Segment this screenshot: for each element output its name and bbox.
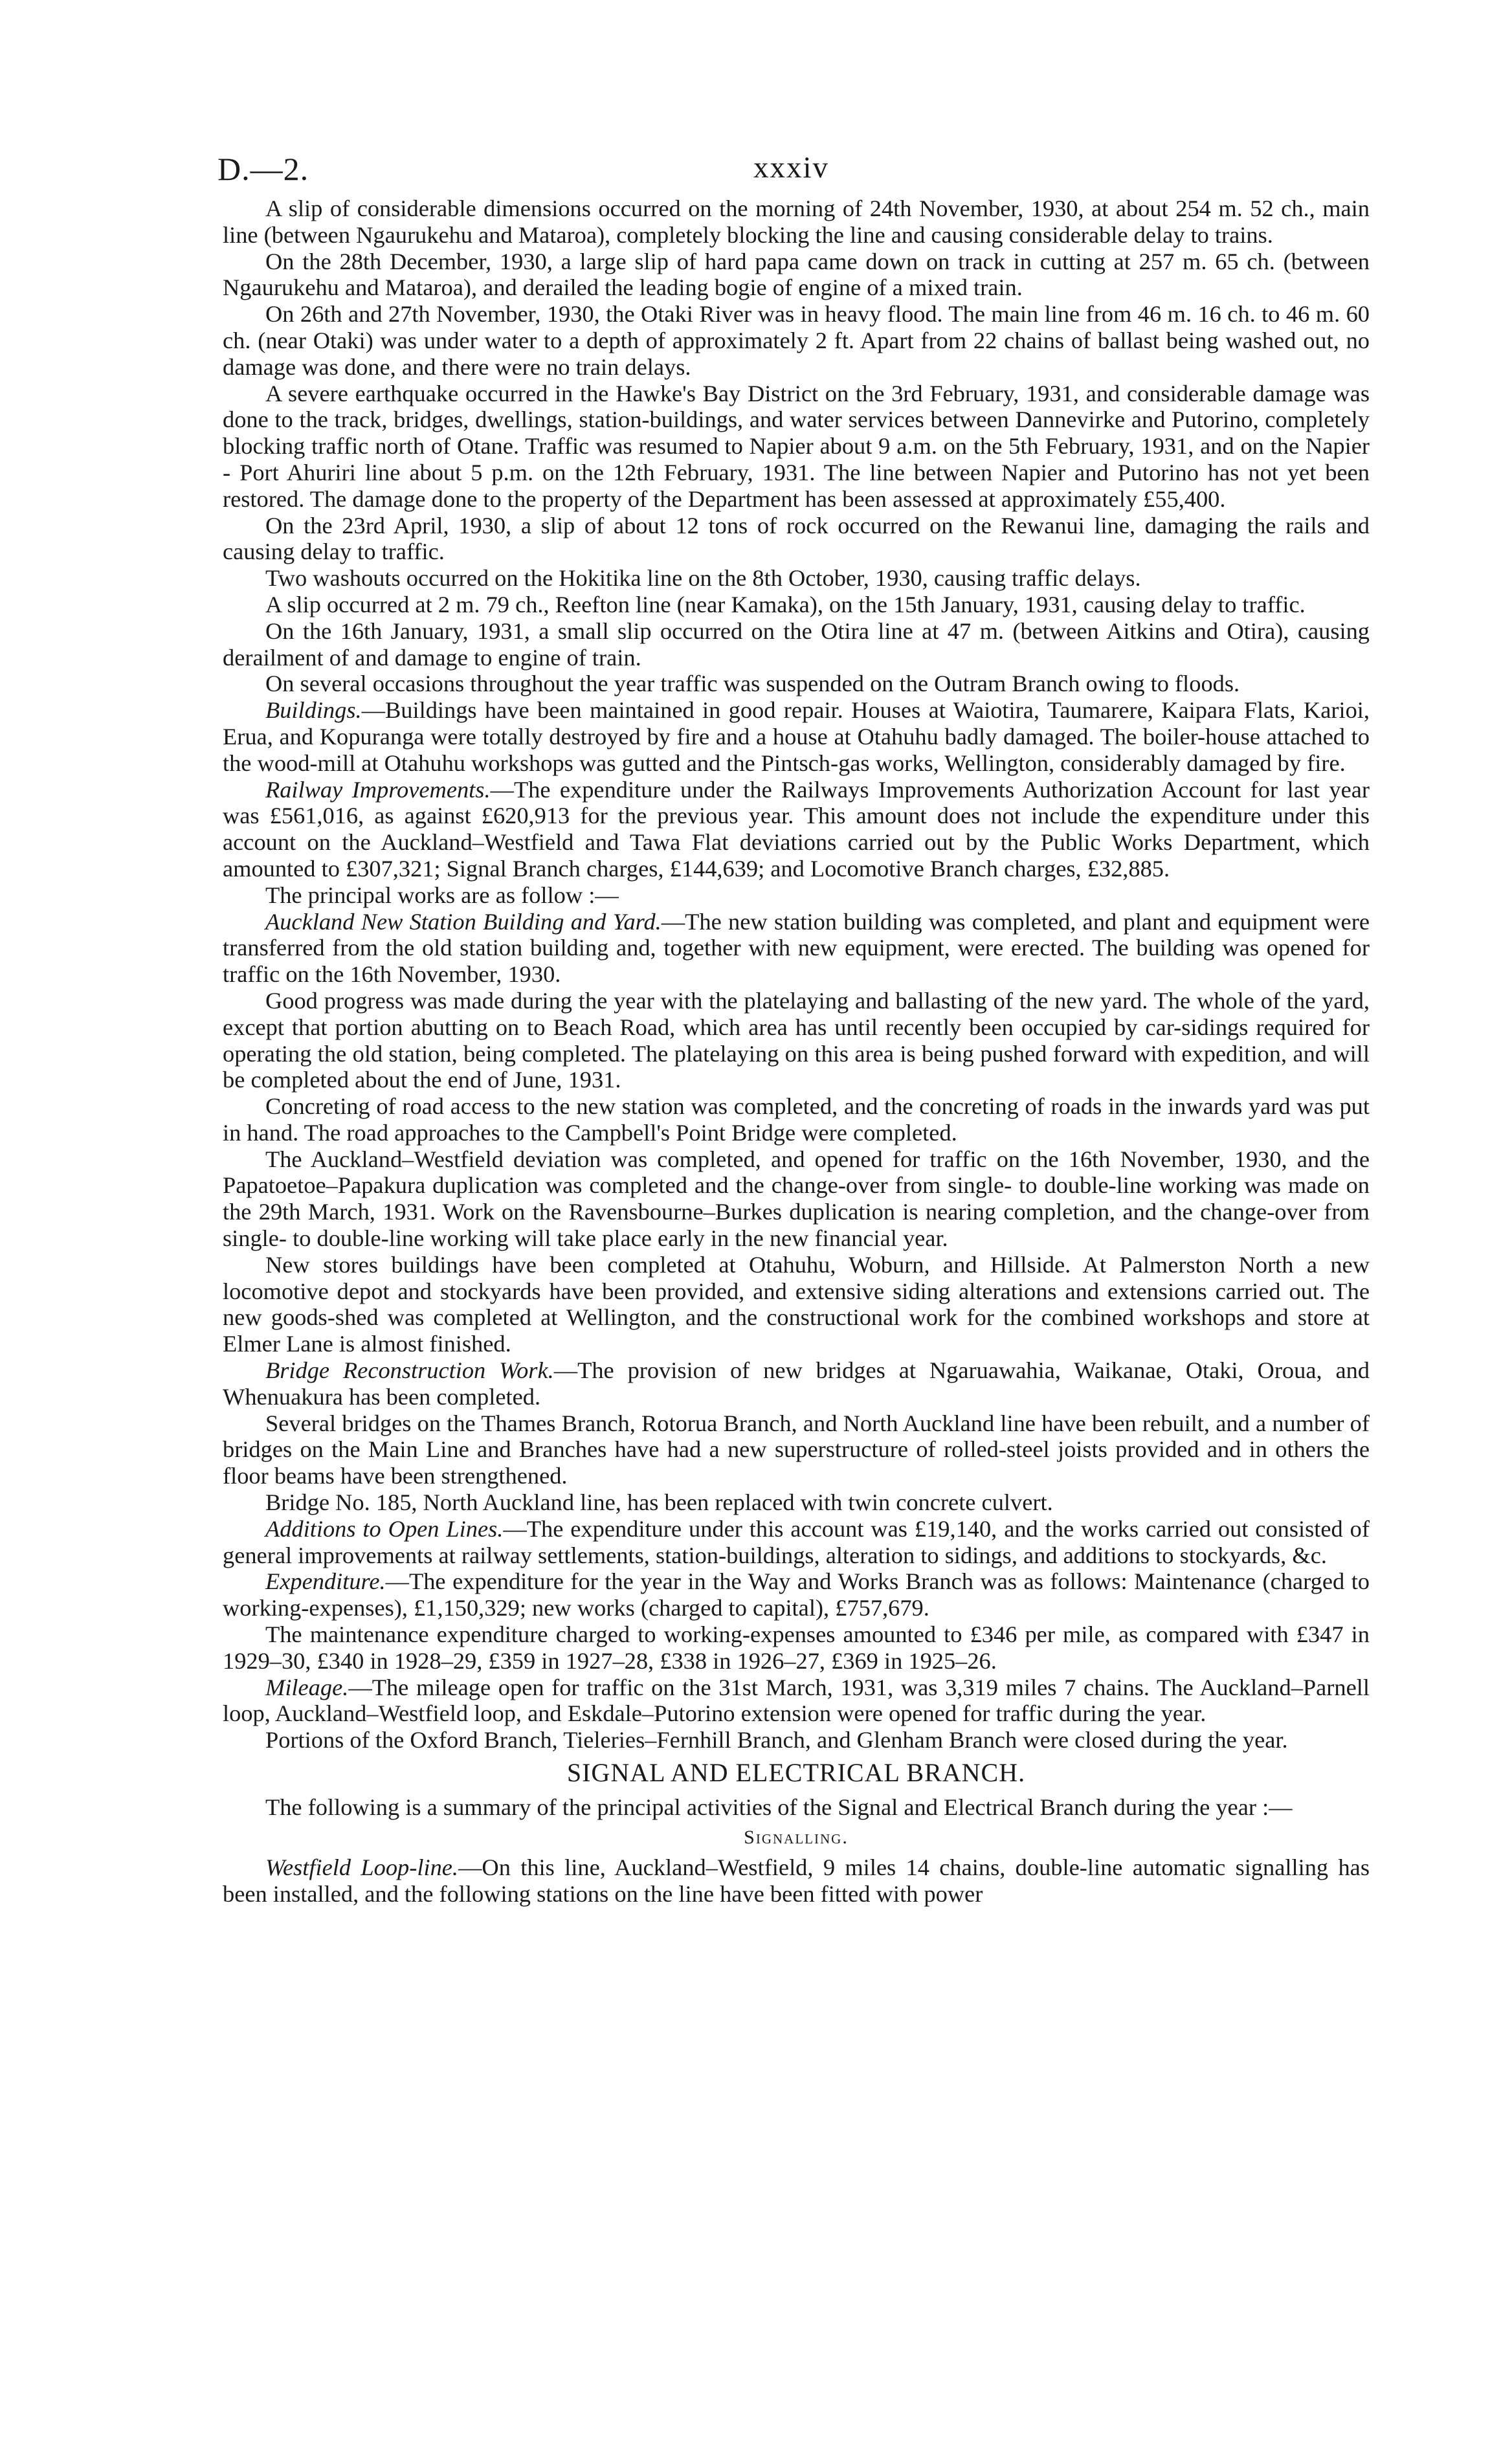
subheading-signalling: Signalling. <box>744 1826 849 1848</box>
paragraph-railway-improvements <box>223 777 1370 882</box>
section-heading-signal: SIGNAL AND ELECTRICAL BRANCH. <box>566 1758 1026 1788</box>
paragraph-rewanui-slip: On the 23rd April, 1930, a slip of about 12 tons of rock occurred on the Rewanui line, damaging the rails and causing delay to traffic. <box>223 512 1370 565</box>
page-header <box>217 150 1370 189</box>
paragraph-additions <box>223 1516 1370 1569</box>
mileage-text: —The mileage open for traffic on the 31st March, 1931, was 3,319 miles 7 chains. The Auckland–Parnell loop, Auckland–Westfield loop, and Eskdale–Putorino extension were opened for traffic during the year. <box>223 1674 1370 1727</box>
paragraph-principal-works: The principal works are as follow :— <box>265 882 619 908</box>
paragraph-slip-ngaurukehu: A slip of considerable dimensions occurred on the morning of 24th November, 1930, at about 254 m. 52 ch., main line (between Ngaurukehu and Mataroa), completely blocking the line and causing considerable delay to trains. <box>223 195 1370 248</box>
expenditure-text: —The expenditure for the year in the Way and Works Branch was as follows: Maintenance (charged to working-expenses), £1,150,329; new works (charged to capital), £757,679. <box>223 1568 1370 1621</box>
document-body <box>223 195 1370 1908</box>
paragraph-mileage <box>223 1675 1370 1728</box>
additions-lead: Additions to Open Lines. <box>265 1515 504 1542</box>
additions-text: —The expenditure under this account was £19,140, and the works carried out consisted of general improvements at railway settlements, station-buildings, alteration to sidings, and additions to stockyards, &c. <box>223 1515 1370 1568</box>
paragraph-westfield-deviation: The Auckland–Westfield deviation was completed, and opened for traffic on the 16th November, 1930, and the Papatoetoe–Papakura duplication was completed and the change-over from single- to double-line working was made on the 29th March, 1931. Work on the Ravensbourne–Burkes duplication is nearing completion, and the change-over from single- to double-line working will take place early in the new financial year. <box>223 1146 1370 1252</box>
buildings-lead: Buildings. <box>265 697 362 724</box>
paragraph-stores-buildings: New stores buildings have been completed at Otahuhu, Woburn, and Hillside. At Palmerston North a new locomotive depot and stockyards have been provided, and extensive siding alterations and extensions carried out. The new goods-shed was completed at Wellington, and the constructional work for the combined workshops and store at Elmer Lane is almost finished. <box>223 1251 1370 1357</box>
paragraph-outram-floods: On several occasions throughout the year traffic was suspended on the Outram Branch owing to floods. <box>265 671 1240 697</box>
page-number: xxxiv <box>753 151 830 184</box>
document-reference: D.—2. <box>217 151 309 187</box>
railway-improvements-text: —The expenditure under the Railways Improvements Authorization Account for last year was £561,016, as against £620,913 for the previous year. This amount does not include the expenditure under this account on the Auckland–Westfield and Tawa Flat deviations carried out by the Public Works Department, which amounted to £307,321; Signal Branch charges, £144,639; and Locomotive Branch charges, £32,885. <box>223 776 1370 882</box>
auckland-station-lead: Auckland New Station Building and Yard. <box>265 908 662 935</box>
paragraph-hokitika-washouts: Two washouts occurred on the Hokitika line on the 8th October, 1930, causing traffic delays. <box>265 565 1141 592</box>
auckland-station-text: —The new station building was completed, and plant and equipment were transferred from the old station building and, together with new equipment, were erected. The building was opened for traffic on the 16th November, 1930. <box>223 908 1370 988</box>
paragraph-bridges-rebuilt: Several bridges on the Thames Branch, Rotorua Branch, and North Auckland line have been rebuilt, and a number of bridges on the Main Line and Branches have had a new superstructure of rolled-steel joists provided and in others the floor beams have been strengthened. <box>223 1410 1370 1489</box>
paragraph-earthquake: A severe earthquake occurred in the Hawke's Bay District on the 3rd February, 1931, and considerable damage was done to the track, bridges, dwellings, station-buildings, and water services between Dannevirke and Putorino, completely blocking traffic north of Otane. Traffic was resumed to Napier about 9 a.m. on the 5th February, 1931, and on the Napier - Port Ahuriri line about 5 p.m. on the 12th February, 1931. The line between Napier and Putorino has not yet been restored. The damage done to the property of the Department has been assessed at approximately £55,400. <box>223 380 1370 512</box>
westfield-lead: Westfield Loop-line. <box>265 1854 459 1881</box>
paragraph-expenditure <box>223 1568 1370 1621</box>
paragraph-maintenance: The maintenance expenditure charged to working-expenses amounted to £346 per mile, as compared with £347 in 1929–30, £340 in 1928–29, £359 in 1927–28, £338 in 1926–27, £369 in 1925–26. <box>223 1621 1370 1674</box>
paragraph-signal-intro: The following is a summary of the principal activities of the Signal and Electrical Branch during the year :— <box>265 1794 1293 1820</box>
bridge-text: —The provision of new bridges at Ngaruawahia, Waikanae, Otaki, Oroua, and Whenuakura has been completed. <box>223 1357 1370 1410</box>
paragraph-westfield-loop <box>223 1854 1370 1908</box>
paragraph-buildings <box>223 697 1370 776</box>
paragraph-yard-progress: Good progress was made during the year with the platelaying and ballasting of the new yard. The whole of the yard, except that portion abutting on to Beach Road, which area has until recently been occupied by car-sidings required for operating the old station, being completed. The platelaying on this area is being pushed forward with expedition, and will be completed about the end of June, 1931. <box>223 987 1370 1093</box>
paragraph-slip-hard-papa: On the 28th December, 1930, a large slip of hard papa came down on track in cutting at 257 m. 65 ch. (between Ngaurukehu and Mataroa), and derailed the leading bogie of engine of a mixed train. <box>223 248 1370 301</box>
westfield-text: —On this line, Auckland–Westfield, 9 miles 14 chains, double-line automatic signalling has been installed, and the following stations on the line have been fitted with power <box>223 1854 1370 1908</box>
paragraph-auckland-station <box>223 909 1370 988</box>
railway-improvements-lead: Railway Improvements. <box>265 776 491 803</box>
expenditure-lead: Expenditure. <box>265 1568 386 1595</box>
paragraph-reefton-slip: A slip occurred at 2 m. 79 ch., Reefton line (near Kamaka), on the 15th January, 1931, causing delay to traffic. <box>265 591 1306 618</box>
paragraph-portions-closed: Portions of the Oxford Branch, Tieleries–Fernhill Branch, and Glenham Branch were closed during the year. <box>265 1727 1288 1753</box>
mileage-lead: Mileage. <box>265 1674 349 1700</box>
paragraph-bridge-reconstruction <box>223 1357 1370 1410</box>
buildings-text: —Buildings have been maintained in good repair. Houses at Waiotira, Taumarere, Kaipara Flats, Karioi, Erua, and Kopuranga were totally destroyed by fire and a house at Otahuhu badly damaged. The boiler-house attached to the wood-mill at Otahuhu workshops was gutted and the Pintsch-gas works, Wellington, considerably damaged by fire. <box>223 697 1370 776</box>
paragraph-otaki-flood: On 26th and 27th November, 1930, the Otaki River was in heavy flood. The main line from 46 m. 16 ch. to 46 m. 60 ch. (near Otaki) was under water to a depth of approximately 2 ft. Apart from 22 chains of ballast being washed out, no damage was done, and there were no train delays. <box>223 301 1370 380</box>
paragraph-bridge-185: Bridge No. 185, North Auckland line, has been replaced with twin concrete culvert. <box>265 1489 1053 1516</box>
paragraph-road-concreting: Concreting of road access to the new station was completed, and the concreting of roads in the inwards yard was put in hand. The road approaches to the Campbell's Point Bridge were completed. <box>223 1093 1370 1146</box>
bridge-lead: Bridge Reconstruction Work. <box>265 1357 554 1384</box>
paragraph-otira-slip: On the 16th January, 1931, a small slip occurred on the Otira line at 47 m. (between Aitkins and Otira), causing derailment of and damage to engine of train. <box>223 618 1370 671</box>
